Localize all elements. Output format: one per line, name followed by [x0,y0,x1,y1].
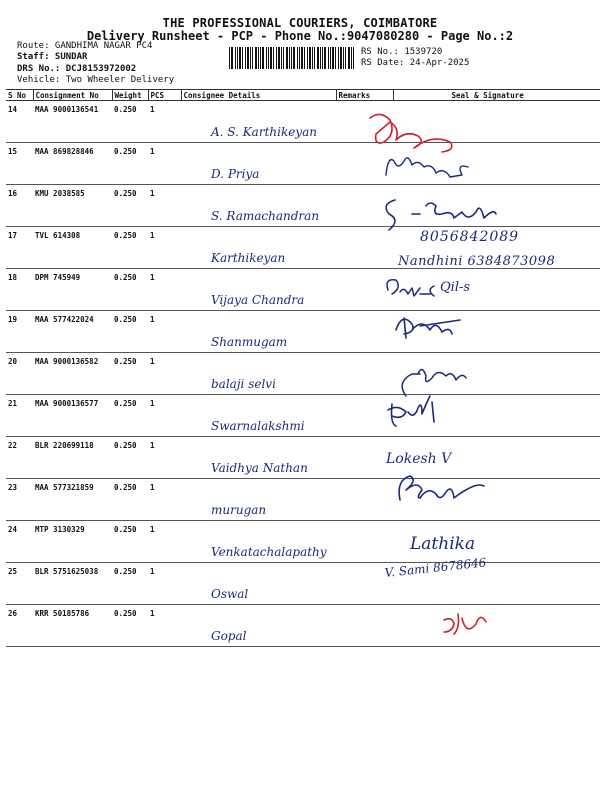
row-remarks [336,479,393,521]
barcode-bar [301,47,303,69]
row-signature [393,143,600,185]
row-weight: 0.250 [112,311,148,353]
row-weight: 0.250 [112,605,148,647]
barcode-bar [330,47,331,69]
row-sno: 24 [6,521,33,563]
table-header-row [6,90,600,101]
barcode-bar [235,47,236,69]
consignee-handwritten-name: Gopal [211,629,247,643]
row-pcs: 1 [148,269,181,311]
rs-number: RS No.: 1539720 [361,47,443,57]
handwritten-signature-24: Lathika [410,534,476,554]
consignee-handwritten-name: D. Priya [211,167,260,181]
rs-date: RS Date: 24-Apr-2025 [361,58,470,68]
row-consignee [181,563,336,605]
barcode-bar [328,47,329,69]
row-pcs: 1 [148,479,181,521]
row-sno: 19 [6,311,33,353]
row-consignee [181,353,336,395]
row-consignment-no: MAA 577422024 [33,311,112,353]
consignee-handwritten-name: Shanmugam [211,335,288,349]
consignee-handwritten-name: Swarnalakshmi [211,419,305,433]
row-weight: 0.250 [112,185,148,227]
table-row [6,437,600,479]
barcode-bar [345,47,346,69]
row-signature [393,479,600,521]
row-pcs: 1 [148,521,181,563]
table-row [6,143,600,185]
barcode-bar [320,47,321,69]
row-consignment-no: MTP 3130329 [33,521,112,563]
row-consignee [181,101,336,143]
row-consignment-no: MAA 869828846 [33,143,112,185]
row-consignment-no: KRR 50185786 [33,605,112,647]
barcode-bar [283,47,284,69]
barcode-bar [353,47,354,69]
row-consignment-no: MAA 9000136577 [33,395,112,437]
row-sno: 16 [6,185,33,227]
col-header-pcs: PCS [148,90,181,101]
col-header-sno: S No [6,90,33,101]
barcode-bar [260,47,261,69]
drs-number: DRS No.: DCJ8153972002 [17,64,137,74]
table-row [6,185,600,227]
barcode-bar [338,47,339,69]
row-weight: 0.250 [112,143,148,185]
table-row [6,563,600,605]
row-remarks [336,605,393,647]
barcode-bar [247,47,249,69]
barcode-bar [250,47,251,69]
row-consignment-no: KMU 2038585 [33,185,112,227]
row-weight: 0.250 [112,521,148,563]
barcode-bar [252,47,253,69]
table-row [6,479,600,521]
row-sno: 22 [6,437,33,479]
row-consignee [181,437,336,479]
row-signature [393,185,600,227]
barcode-bar [237,47,238,69]
barcode-bar [239,47,241,69]
row-consignee [181,185,336,227]
company-title: THE PROFESSIONAL COURIERS, COIMBATORE [162,16,438,30]
row-weight: 0.250 [112,563,148,605]
consignee-handwritten-name: murugan [211,503,267,517]
barcode-bar [276,47,277,69]
row-consignment-no: MAA 577321859 [33,479,112,521]
barcode-bar [304,47,305,69]
consignee-handwritten-name: S. Ramachandran [211,209,320,223]
row-pcs: 1 [148,101,181,143]
barcode-bar [268,47,269,69]
barcode-bar [317,47,319,69]
barcode-bar [262,47,264,69]
row-consignment-no: DPM 745949 [33,269,112,311]
barcode-bar [335,47,336,69]
row-signature [393,395,600,437]
row-weight: 0.250 [112,269,148,311]
row-consignment-no: TVL 614308 [33,227,112,269]
row-signature [393,353,600,395]
row-sno: 20 [6,353,33,395]
row-pcs: 1 [148,143,181,185]
handwritten-signature-18: Qil-s [440,280,471,295]
runsheet-subtitle: Delivery Runsheet - PCP - Phone No.:9047080280 - Page No.:2 [86,29,514,43]
table-row [6,101,600,143]
barcode-bar [289,47,290,69]
row-weight: 0.250 [112,437,148,479]
barcode-bar [343,47,344,69]
barcode-bar [229,47,230,69]
barcode-bar [314,47,315,69]
barcode-bar [286,47,288,69]
consignee-handwritten-name: Vijaya Chandra [211,293,305,307]
barcode-bar [299,47,300,69]
row-pcs: 1 [148,185,181,227]
row-remarks [336,143,393,185]
consignee-handwritten-name: A. S. Karthikeyan [211,125,317,139]
row-remarks [336,521,393,563]
barcode-bar [281,47,282,69]
row-sno: 14 [6,101,33,143]
row-pcs: 1 [148,437,181,479]
col-header-consignment: Consignment No [33,90,112,101]
vehicle-label: Vehicle: Two Wheeler Delivery [17,75,175,85]
row-sno: 25 [6,563,33,605]
row-consignment-no: MAA 9000136582 [33,353,112,395]
consignee-handwritten-name: Venkatachalapathy [211,545,327,559]
consignee-handwritten-name: Karthikeyan [211,251,286,265]
row-consignee [181,395,336,437]
row-signature [393,311,600,353]
row-consignment-no: BLR 220699118 [33,437,112,479]
row-consignee [181,143,336,185]
barcode-bar [307,47,308,69]
row-sno: 17 [6,227,33,269]
barcode-bar [293,47,295,69]
row-remarks [336,437,393,479]
barcode-bar [273,47,274,69]
table-row [6,395,600,437]
row-sno: 23 [6,479,33,521]
row-sno: 21 [6,395,33,437]
barcode-bar [351,47,352,69]
barcode-bar [297,47,298,69]
consignee-handwritten-name: Vaidhya Nathan [211,461,308,475]
row-sno: 18 [6,269,33,311]
barcode-bar [231,47,233,69]
row-signature [393,269,600,311]
barcode-bar [322,47,323,69]
row-signature [393,101,600,143]
table-row [6,605,600,647]
row-consignee [181,227,336,269]
row-consignment-no: MAA 9000136541 [33,101,112,143]
row-consignee [181,311,336,353]
barcode-bar [291,47,292,69]
row-remarks [336,395,393,437]
barcode-bar [258,47,259,69]
row-remarks [336,311,393,353]
row-remarks [336,185,393,227]
row-pcs: 1 [148,311,181,353]
row-pcs: 1 [148,227,181,269]
row-consignment-no: BLR 5751625038 [33,563,112,605]
row-sno: 26 [6,605,33,647]
barcode-bar [312,47,313,69]
row-pcs: 1 [148,563,181,605]
barcode [229,47,355,69]
row-signature [393,605,600,647]
col-header-weight: Weight [112,90,148,101]
row-weight: 0.250 [112,101,148,143]
row-remarks [336,227,393,269]
route-label: Route: GANDHIMA NAGAR PC4 [17,41,153,51]
table-row [6,269,600,311]
barcode-bar [324,47,326,69]
barcode-bar [266,47,267,69]
col-header-signature: Seal & Signature [393,90,600,101]
row-pcs: 1 [148,353,181,395]
row-remarks [336,101,393,143]
row-weight: 0.250 [112,395,148,437]
row-weight: 0.250 [112,353,148,395]
barcode-bar [245,47,246,69]
barcode-bar [255,47,257,69]
col-header-consignee: Consignee Details [181,90,336,101]
table-row [6,311,600,353]
barcode-bar [270,47,272,69]
handwritten-signature-25: V. Sami 8678646 [384,555,487,580]
runsheet-table [6,89,600,647]
handwritten-signature-22: Lokesh V [386,451,452,467]
staff-label: Staff: SUNDAR [17,52,88,62]
row-consignee [181,521,336,563]
barcode-bar [278,47,280,69]
barcode-bar [332,47,334,69]
table-row [6,353,600,395]
row-consignee [181,479,336,521]
handwritten-phone: 8056842089 [420,229,520,245]
row-pcs: 1 [148,605,181,647]
row-consignee [181,269,336,311]
row-consignee [181,605,336,647]
consignee-handwritten-name: Oswal [211,587,249,601]
row-sno: 15 [6,143,33,185]
row-remarks [336,269,393,311]
consignee-handwritten-name: balaji selvi [211,377,276,391]
barcode-bar [242,47,243,69]
barcode-bar [348,47,350,69]
col-header-remarks: Remarks [336,90,393,101]
barcode-bar [309,47,311,69]
row-weight: 0.250 [112,479,148,521]
handwritten-name: Nandhini 6384873098 [398,254,556,269]
barcode-bar [340,47,342,69]
row-remarks [336,353,393,395]
table-row [6,521,600,563]
row-pcs: 1 [148,395,181,437]
row-weight: 0.250 [112,227,148,269]
